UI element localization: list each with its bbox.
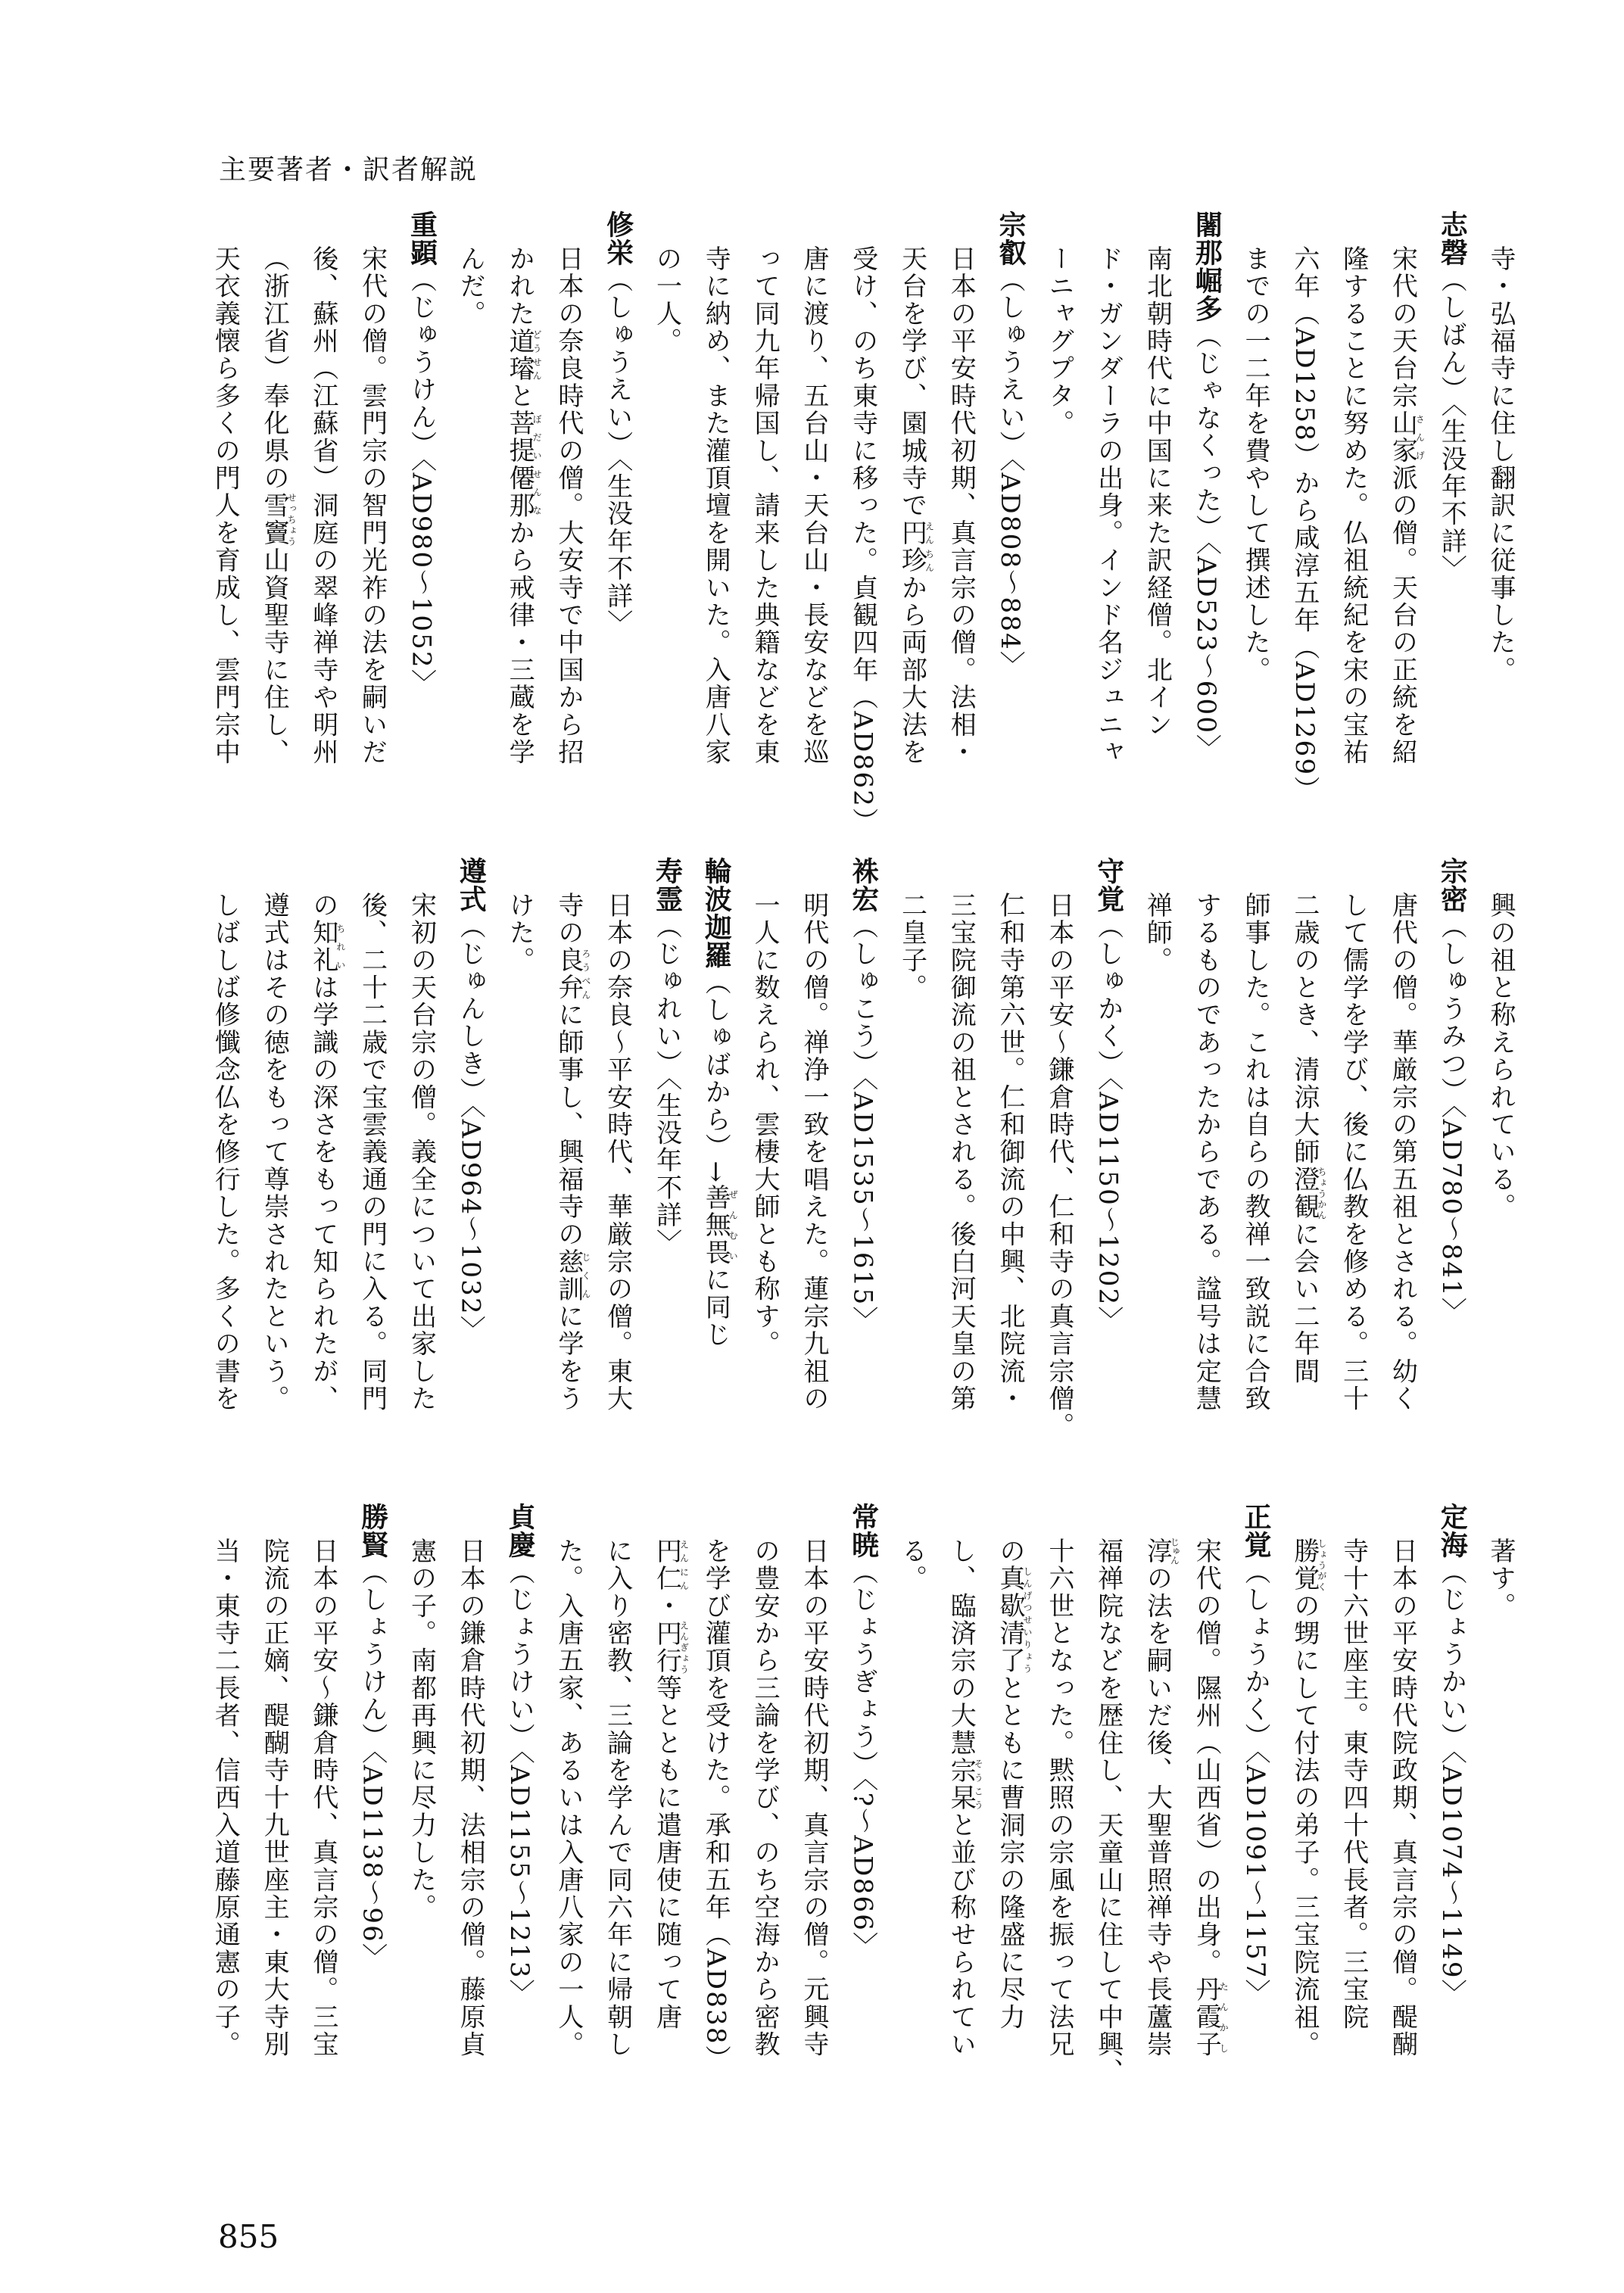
text-column — [936, 210, 985, 816]
text-column — [1181, 1503, 1230, 2108]
text-run: しばしば修懺念仏を修行した。多くの書を — [210, 892, 241, 1413]
text-run: の — [307, 892, 338, 920]
text-column — [445, 210, 494, 816]
text-column — [1034, 1503, 1083, 2108]
text-run: た。入唐五家、あるいは入唐八家の一人。 — [553, 1537, 584, 2058]
text-run: 寺に納め、また灌頂壇を開いた。入唐八家 — [700, 245, 731, 766]
entry-heading-column — [690, 857, 740, 1463]
text-column — [249, 1503, 298, 2108]
furigana-word: 澄観ちょうかん — [1289, 1166, 1327, 1221]
text-run: （じゅれい）〈生没年不詳〉 — [651, 913, 682, 1257]
text-column — [298, 210, 348, 816]
text-run: 福禅院などを歴住し、天童山に住して中興、 — [1093, 1537, 1124, 2086]
text-run: 仁和寺第六世。仁和御流の中興、北院流・ — [995, 892, 1026, 1413]
furigana-word: 勝覚しょうがく — [1289, 1537, 1327, 1593]
text-run: とともに曹洞宗の隆盛に尽力 — [995, 1675, 1026, 2031]
text-column — [1329, 857, 1378, 1463]
furigana-word: 慈訓じくん — [553, 1248, 591, 1304]
furigana-word: 道璿どうせん — [504, 327, 543, 383]
text-column — [789, 857, 838, 1463]
text-column — [690, 1503, 740, 2108]
text-column — [593, 857, 642, 1463]
text-column — [740, 857, 789, 1463]
text-run: 日本の平安時代院政期、真言宗の僧。醍醐 — [1387, 1537, 1418, 2058]
text-column — [1230, 210, 1280, 816]
text-run: に同じ — [700, 1266, 731, 1349]
text-run: 日本の平安時代初期、真言宗の僧。元興寺 — [798, 1537, 829, 2058]
text-run: 寺の — [553, 892, 584, 947]
text-run: （浙江省）奉化県の — [259, 245, 290, 492]
text-run: の豊安から三論を学び、のち空海から密教 — [750, 1537, 781, 2058]
text-column — [1476, 1503, 1525, 2108]
furigana-word: 円行えんぎょう — [651, 1619, 690, 1675]
entry-headword: 常暁 — [847, 1503, 879, 1559]
text-column — [593, 1503, 642, 2108]
entry-headword: 寿霊 — [651, 857, 683, 913]
text-tier — [200, 857, 1525, 1463]
text-run: （じゅんしき）〈AD964～1032〉 — [455, 913, 486, 1344]
text-run: 日本の平安～鎌倉時代、仁和寺の真言宗僧。 — [1043, 892, 1074, 1440]
text-run: し、臨済宗の大慧 — [946, 1537, 977, 1757]
text-run: 憲の子。南都再興に尽力した。 — [406, 1537, 437, 1921]
text-run: かれた — [504, 245, 535, 328]
entry-headword: 宗密 — [1436, 857, 1468, 913]
text-column — [1476, 210, 1525, 816]
furigana-word: 真歇清了しんげつせいりょう — [995, 1565, 1033, 1675]
text-run: （しゅこう）〈AD1535～1615〉 — [847, 913, 878, 1334]
text-run: と — [504, 382, 535, 410]
furigana-reading: ちれい — [335, 919, 346, 974]
furigana-word: 知礼ちれい — [307, 919, 346, 974]
furigana-reading: ちょうかん — [1316, 1166, 1327, 1221]
text-run: 日本の奈良時代の僧。大安寺で中国から招 — [553, 245, 584, 766]
text-run: 天台を学び、園城寺で — [896, 245, 927, 519]
text-run: （しゅかく）〈AD1150～1202〉 — [1093, 913, 1124, 1334]
text-column — [1378, 857, 1427, 1463]
text-run: （しゅうえい）〈AD808～884〉 — [995, 266, 1026, 679]
text-run: 禅師。 — [1142, 892, 1173, 974]
entry-heading-column — [1230, 1503, 1280, 2108]
text-run: （しゅうえい）〈生没年不詳〉 — [602, 266, 633, 637]
entry-heading-column — [397, 210, 446, 816]
entry-heading-column — [445, 857, 494, 1463]
furigana-word: 菩提僊那ぼだいせんな — [504, 410, 543, 520]
text-run: 寺・弘福寺に住し翻訳に従事した。 — [1485, 245, 1516, 684]
furigana-reading: しょうがく — [1316, 1537, 1327, 1593]
text-run: 宋代の天台宗 — [1387, 245, 1418, 410]
page-number: 855 — [218, 2218, 279, 2255]
entry-heading-column — [1426, 210, 1476, 816]
entry-headword: 正覚 — [1240, 1503, 1272, 1559]
furigana-reading: さんげ — [1414, 410, 1426, 465]
text-run: 南北朝時代に中国に来た訳経僧。北イン — [1142, 245, 1173, 739]
entry-headword: 修栄 — [602, 210, 634, 266]
furigana-word: 円仁えんにん — [651, 1537, 690, 1593]
text-column — [690, 210, 740, 816]
furigana-word: 良弁ろうべん — [553, 946, 591, 1002]
text-column — [544, 1503, 593, 2108]
entry-heading-column — [985, 210, 1034, 816]
text-column — [1034, 210, 1083, 816]
text-column — [494, 210, 544, 816]
text-run: 師事した。これは自らの教禅一致説に合致 — [1240, 892, 1271, 1413]
furigana-word: 山家さんげ — [1387, 410, 1426, 465]
text-run: 寺十六世座主。東寺四十代長者。三宝院 — [1338, 1537, 1369, 2031]
text-run: 三宝院御流の祖とされる。後白河天皇の第 — [946, 892, 977, 1413]
entry-headword: 守覚 — [1093, 857, 1124, 913]
text-run: （じょうぎょう）〈?～AD866〉 — [847, 1559, 878, 1960]
text-column — [789, 1503, 838, 2108]
text-run: 当・東寺二長者、信西入道藤原通憲の子。 — [210, 1537, 241, 2058]
text-run: 明代の僧。禅浄一致を唱えた。蓮宗九祖の — [798, 892, 829, 1413]
running-head: 主要著者・訳者解説 — [219, 154, 478, 185]
text-run: の甥にして付法の弟子。三宝院流祖。 — [1289, 1592, 1320, 2058]
text-run: して儒学を学び、後に仏教を修める。三十 — [1338, 892, 1369, 1413]
text-run: の — [995, 1537, 1026, 1566]
furigana-reading: ろうべん — [580, 946, 591, 1002]
text-column — [1378, 1503, 1427, 2108]
text-run: んだ。 — [455, 245, 486, 328]
text-column — [1378, 210, 1427, 816]
furigana-word: 善無畏ぜんむい — [700, 1184, 739, 1266]
text-column — [1230, 857, 1280, 1463]
entry-headword: 輪波迦羅 — [700, 857, 732, 969]
text-column — [642, 210, 691, 816]
text-run: ーニャグプタ。 — [1043, 245, 1074, 438]
text-column — [249, 210, 298, 816]
text-run: （しゅばから）→ — [700, 969, 731, 1185]
text-column — [936, 857, 985, 1463]
text-column — [1280, 1503, 1329, 2108]
text-column — [348, 210, 397, 816]
text-run: （しばん）〈生没年不詳〉 — [1436, 266, 1467, 583]
text-column — [1329, 210, 1378, 816]
entry-heading-column — [1426, 857, 1476, 1463]
text-column — [445, 1503, 494, 2108]
entry-headword: 闍那崛多 — [1191, 210, 1223, 322]
text-run: 等とともに遣唐使に随って唐 — [651, 1675, 682, 2031]
text-run: 後、二十二歳で宝雲義通の門に入る。同門 — [357, 892, 388, 1413]
furigana-reading: たんかし — [1218, 1976, 1230, 2058]
text-run: 十六世となった。黙照の宗風を振って法兄 — [1043, 1537, 1074, 2058]
furigana-word: 丹霞子たんかし — [1191, 1976, 1230, 2058]
text-column — [838, 210, 887, 836]
text-column — [200, 857, 249, 1463]
furigana-reading: じくん — [580, 1248, 591, 1304]
text-column — [1133, 857, 1182, 1463]
text-run: ・ — [651, 1592, 682, 1620]
text-run: 天衣義懐ら多くの門人を育成し、雲門宗中 — [210, 245, 241, 766]
text-run: って同九年帰国し、請来した典籍などを東 — [750, 245, 781, 766]
text-run: 後、蘇州（江蘇省）洞庭の翠峰禅寺や明州 — [307, 245, 338, 766]
furigana-reading: どうせん — [531, 327, 543, 383]
text-run: に会い二年間 — [1289, 1220, 1320, 1385]
text-column — [200, 1503, 249, 2108]
furigana-word: 淳じゅん — [1142, 1537, 1180, 1566]
text-column — [1133, 210, 1182, 816]
text-column — [494, 857, 544, 1463]
text-column — [200, 210, 249, 816]
text-run: までの一二年を費やして撰述した。 — [1240, 245, 1271, 684]
text-run: 派の僧。天台の正統を紹 — [1387, 464, 1418, 766]
furigana-reading: えんにん — [678, 1537, 690, 1593]
entry-headword: 勝賢 — [357, 1503, 388, 1559]
text-tier — [200, 1503, 1525, 2108]
text-run: ド・ガンダーラの出身。インド名ジュニャ — [1093, 245, 1124, 766]
text-run: の法を嗣いだ後、大聖普照禅寺や長蘆崇 — [1142, 1565, 1173, 2058]
text-run: （じゃなくった）〈AD523～600〉 — [1191, 322, 1222, 762]
text-column — [1280, 857, 1329, 1463]
text-run: 院流の正嫡、醍醐寺十九世座主・東大寺別 — [259, 1537, 290, 2058]
text-run: 著す。 — [1485, 1537, 1516, 1620]
text-column — [887, 857, 937, 1463]
text-run: 唐代の僧。華厳宗の第五祖とされる。幼く — [1387, 892, 1418, 1413]
text-column — [1034, 857, 1083, 1463]
text-run: けた。 — [504, 892, 535, 974]
entry-headword: 重顕 — [406, 210, 438, 266]
entry-headword: 貞慶 — [504, 1503, 536, 1559]
text-column — [249, 857, 298, 1463]
text-column — [348, 857, 397, 1463]
entry-heading-column — [1083, 857, 1133, 1463]
entry-headword: 宗叡 — [995, 210, 1027, 266]
text-column — [397, 857, 446, 1463]
furigana-reading: ぼだいせんな — [531, 410, 543, 520]
entry-heading-column — [642, 857, 691, 1463]
text-run: 興の祖と称えられている。 — [1485, 892, 1516, 1221]
entry-heading-column — [593, 210, 642, 816]
text-column — [740, 210, 789, 816]
text-run: る。 — [896, 1537, 927, 1593]
entry-headword: 定海 — [1436, 1503, 1468, 1559]
furigana-reading: せっちょう — [286, 491, 298, 547]
text-column — [740, 1503, 789, 2108]
text-run: 日本の鎌倉時代初期、法相宗の僧。藤原貞 — [455, 1537, 486, 2058]
entry-headword: 志磬 — [1436, 210, 1468, 266]
text-column — [985, 857, 1034, 1463]
text-run: 宋初の天台宗の僧。義全について出家した — [406, 892, 437, 1413]
text-run: （しょうかく）〈AD1091～1157〉 — [1240, 1559, 1271, 2007]
text-run: 隆することに努めた。仏祖統紀を宋の宝祐 — [1338, 245, 1369, 766]
furigana-reading: しんげつせいりょう — [1022, 1565, 1033, 1675]
text-column — [985, 1503, 1034, 2108]
entry-headword: 袾宏 — [847, 857, 879, 913]
text-run: 遵式はその徳をもって尊崇されたという。 — [259, 892, 290, 1413]
text-run: 日本の平安時代初期、真言宗の僧。法相・ — [946, 245, 977, 766]
text-run: 宋代の僧。雲門宗の智門光祚の法を嗣いだ — [357, 245, 388, 766]
text-run: 一人に数えられ、雲棲大師とも称す。 — [750, 892, 781, 1358]
text-run: 二皇子。 — [896, 892, 927, 1002]
text-run: から戒律・三蔵を学 — [504, 519, 535, 766]
text-run: （しゅうみつ）〈AD780～841〉 — [1436, 913, 1467, 1326]
text-run: に学をう — [553, 1303, 584, 1413]
furigana-reading: ぜんむい — [728, 1184, 739, 1266]
text-run: 二歳のとき、清涼大師 — [1289, 892, 1320, 1166]
text-column — [1083, 210, 1133, 816]
text-column — [1133, 1503, 1182, 2108]
text-column — [1181, 857, 1230, 1463]
text-column — [642, 1503, 691, 2108]
text-column — [887, 210, 937, 816]
text-run: 宋代の僧。隰州（山西省）の出身。 — [1191, 1537, 1222, 1977]
text-column — [397, 1503, 446, 2108]
entry-heading-column — [348, 1503, 397, 2108]
text-run: に師事し、興福寺の — [553, 1001, 584, 1248]
furigana-word: 宗杲そうこう — [946, 1756, 984, 1812]
text-run: は学識の深さをもって知られたが、 — [307, 974, 338, 1413]
text-run: （じょうけい）〈AD1155～1213〉 — [504, 1559, 535, 2007]
text-column — [1280, 210, 1329, 816]
text-run: から両部大法を — [896, 574, 927, 766]
text-run: と並び称せられてい — [946, 1812, 977, 2058]
text-column — [1083, 1503, 1133, 2108]
text-run: 山資聖寺に住し、 — [259, 547, 290, 766]
furigana-reading: そうこう — [973, 1756, 984, 1812]
text-column — [298, 857, 348, 1463]
text-run: するものであったからである。諡号は定慧 — [1191, 892, 1222, 1413]
text-column — [1329, 1503, 1378, 2108]
text-run: を学び灌頂を受けた。承和五年（AD838） — [700, 1537, 731, 2073]
text-column — [298, 1503, 348, 2108]
text-tier — [200, 210, 1525, 836]
text-run: に入り密教、三論を学んで同六年に帰朝し — [602, 1537, 633, 2058]
text-column — [544, 210, 593, 816]
furigana-word: 雪竇せっちょう — [259, 491, 298, 547]
entry-headword: 遵式 — [455, 857, 487, 913]
entry-heading-column — [838, 857, 887, 1463]
text-run: 受け、のち東寺に移った。貞観四年（AD862） — [847, 245, 878, 836]
entry-heading-column — [1426, 1503, 1476, 2108]
text-run: （しょうけん）〈AD1138～96〉 — [357, 1559, 388, 1971]
text-column — [887, 1503, 937, 2108]
furigana-reading: えんぎょう — [678, 1619, 690, 1675]
text-run: （じゅうけん）〈AD980～1052〉 — [406, 266, 437, 697]
text-run: （じょうかい）〈AD1074～1149〉 — [1436, 1559, 1467, 2007]
text-column — [936, 1503, 985, 2108]
text-column — [789, 210, 838, 816]
text-run: 日本の平安～鎌倉時代、真言宗の僧。三宝 — [307, 1537, 338, 2058]
furigana-reading: えんちん — [924, 519, 935, 575]
text-run: 六年（AD1258）から咸淳五年（AD1269） — [1289, 245, 1320, 804]
text-run: 唐に渡り、五台山・天台山・長安などを巡 — [798, 245, 829, 766]
text-run: 日本の奈良～平安時代、華厳宗の僧。東大 — [602, 892, 633, 1413]
text-column — [1476, 857, 1525, 1463]
text-column — [544, 857, 593, 1463]
furigana-word: 円珍えんちん — [896, 519, 935, 575]
text-run: の一人。 — [651, 245, 682, 355]
furigana-reading: じゅん — [1169, 1537, 1180, 1566]
entry-heading-column — [1181, 210, 1230, 816]
entry-heading-column — [838, 1503, 887, 2108]
entry-heading-column — [494, 1503, 544, 2108]
